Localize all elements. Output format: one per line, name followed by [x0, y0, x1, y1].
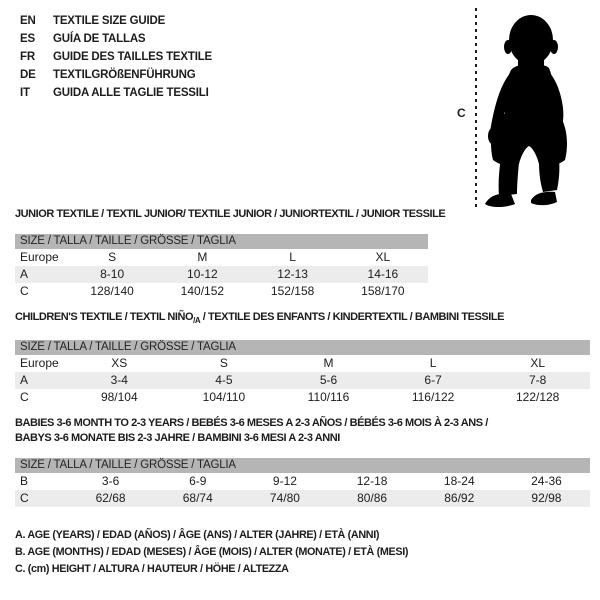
- language-row: [20, 48, 212, 66]
- size-header-bar: SIZE / TALLA / TAILLE / GRÖSSE / TAGLIA: [15, 458, 590, 473]
- size-cell: 86/92: [444, 491, 475, 506]
- size-cell: 92/98: [531, 491, 562, 506]
- row-label: C: [20, 491, 29, 506]
- title-text: JUNIOR TEXTILE / TEXTIL JUNIOR/ TEXTILE JUNIOR / JUNIORTEXTIL / JUNIOR TESSILE: [15, 208, 446, 220]
- language-label: GUIDE DES TAILLES TEXTILE: [53, 51, 212, 63]
- size-cell: 140/152: [180, 284, 225, 298]
- language-label: TEXTILGRÖßENFÜHRUNG: [53, 69, 196, 81]
- table-row-c: [15, 389, 590, 406]
- size-cell: 152/158: [270, 284, 315, 298]
- table-row-europe: [15, 249, 428, 266]
- language-code: ES: [20, 33, 35, 45]
- row-label: C: [20, 390, 29, 405]
- baby-silhouette: [485, 15, 567, 207]
- row-label: C: [20, 284, 29, 298]
- title-text: / TEXTILE DES ENFANTS / KINDERTEXTIL / BAMBINI TESSILE: [200, 311, 505, 323]
- row-label: Europe: [20, 250, 59, 264]
- size-cell: 3-6: [101, 474, 120, 489]
- language-code: EN: [20, 15, 36, 27]
- size-cell: XL: [530, 356, 546, 371]
- size-cell: 12-13: [277, 267, 308, 281]
- size-cell: S: [219, 356, 228, 371]
- language-label: GUÍA DE TALLAS: [53, 33, 146, 45]
- table-title-children: [15, 310, 600, 328]
- size-cell: 62/68: [95, 491, 126, 506]
- size-cell: 74/80: [269, 491, 300, 506]
- size-header-bar: SIZE / TALLA / TAILLE / GRÖSSE / TAGLIA: [15, 340, 590, 355]
- footnote-line: C. (cm) HEIGHT / ALTURA / HAUTEUR / HÖHE / ALTEZZA: [15, 563, 289, 576]
- title-text: BABYS 3-6 MONATE BIS 2-3 JAHRE / BAMBINI 3-6 MESI A 2-3 ANNI: [15, 432, 340, 445]
- table-row-a: [15, 372, 590, 389]
- language-label: TEXTILE SIZE GUIDE: [53, 15, 166, 27]
- table-title-line: [15, 310, 600, 328]
- language-code: IT: [20, 87, 30, 99]
- size-cell: L: [289, 250, 296, 264]
- language-row: [20, 84, 212, 102]
- table-title-junior: [15, 207, 600, 222]
- size-cell: 122/128: [515, 390, 560, 405]
- size-cell: 5-6: [319, 373, 338, 388]
- footnote-line: A. AGE (YEARS) / EDAD (AÑOS) / ÂGE (ANS) / ALTER (JAHRE) / ETÀ (ANNI): [15, 529, 380, 542]
- title-text: BABIES 3-6 MONTH TO 2-3 YEARS / BEBÉS 3-6 MESES A 2-3 AÑOS / BÉBÉS 3-6 MOIS À 2-3 ANS /: [15, 417, 488, 430]
- table-row-a: [15, 266, 428, 283]
- table-section-junior: [15, 207, 600, 300]
- table-row-c: [15, 283, 428, 300]
- table-row-b: [15, 473, 590, 490]
- table-title-babies: [15, 416, 600, 446]
- size-cell: 4-5: [215, 373, 233, 388]
- size-cell: M: [323, 356, 334, 371]
- size-cell: 98/104: [100, 390, 138, 405]
- footnotes: [0, 527, 600, 578]
- size-cell: 104/110: [202, 390, 246, 405]
- row-label: A: [20, 373, 29, 388]
- size-cell: 7-8: [529, 373, 547, 388]
- baby-silhouette-figure: [455, 8, 596, 208]
- row-label: B: [20, 474, 29, 489]
- size-cell: XS: [111, 356, 128, 371]
- table-title-line: [15, 207, 600, 222]
- size-table-children: [15, 340, 590, 406]
- size-cell: L: [429, 356, 437, 371]
- baby-figure: [455, 8, 596, 208]
- height-measure-label: C: [457, 106, 466, 120]
- language-code: FR: [20, 51, 35, 63]
- size-cell: 128/140: [90, 284, 134, 298]
- table-row-europe: [15, 355, 590, 372]
- size-table-junior: [15, 234, 428, 300]
- size-cell: 116/122: [411, 390, 455, 405]
- table-row-c: [15, 490, 590, 507]
- size-cell: 3-4: [110, 373, 128, 388]
- size-cell: 10-12: [187, 267, 218, 281]
- size-table-babies: [15, 458, 590, 507]
- table-title-line: [15, 416, 600, 431]
- language-list: [20, 12, 212, 102]
- row-label: Europe: [20, 356, 59, 371]
- language-row: [20, 30, 212, 48]
- size-cell: 110/116: [307, 390, 350, 405]
- size-cell: 80/86: [357, 491, 388, 506]
- size-tables: [0, 207, 600, 507]
- row-label: A: [20, 267, 29, 281]
- header-area: [0, 0, 600, 207]
- footnote-line: B. AGE (MONTHS) / EDAD (MESES) / ÂGE (MOIS) / ALTER (MONATE) / ETÀ (MESI): [15, 546, 409, 559]
- size-cell: M: [197, 250, 208, 264]
- size-cell: 68/74: [182, 491, 213, 506]
- size-cell: 24-36: [531, 474, 562, 489]
- language-label: GUIDA ALLE TAGLIE TESSILI: [53, 87, 209, 99]
- size-cell: 8-10: [100, 267, 125, 281]
- language-code: DE: [20, 69, 36, 81]
- size-cell: S: [108, 250, 117, 264]
- table-title-line: [15, 431, 600, 446]
- size-header-bar: SIZE / TALLA / TAILLE / GRÖSSE / TAGLIA: [15, 234, 428, 249]
- size-cell: 12-18: [356, 474, 388, 489]
- size-cell: 158/170: [361, 284, 405, 298]
- title-subscript: /A: [193, 316, 201, 326]
- size-cell: 14-16: [367, 267, 399, 281]
- title-text: CHILDREN'S TEXTILE / TEXTIL NIÑO: [15, 311, 194, 323]
- size-cell: 18-24: [443, 474, 475, 489]
- language-row: [20, 66, 212, 84]
- size-cell: 6-7: [424, 373, 442, 388]
- size-cell: 9-12: [272, 474, 297, 489]
- table-section-babies: [15, 416, 600, 507]
- table-section-children: [15, 310, 600, 406]
- size-cell: XL: [375, 250, 391, 264]
- size-cell: 6-9: [189, 474, 207, 489]
- language-row: [20, 12, 212, 30]
